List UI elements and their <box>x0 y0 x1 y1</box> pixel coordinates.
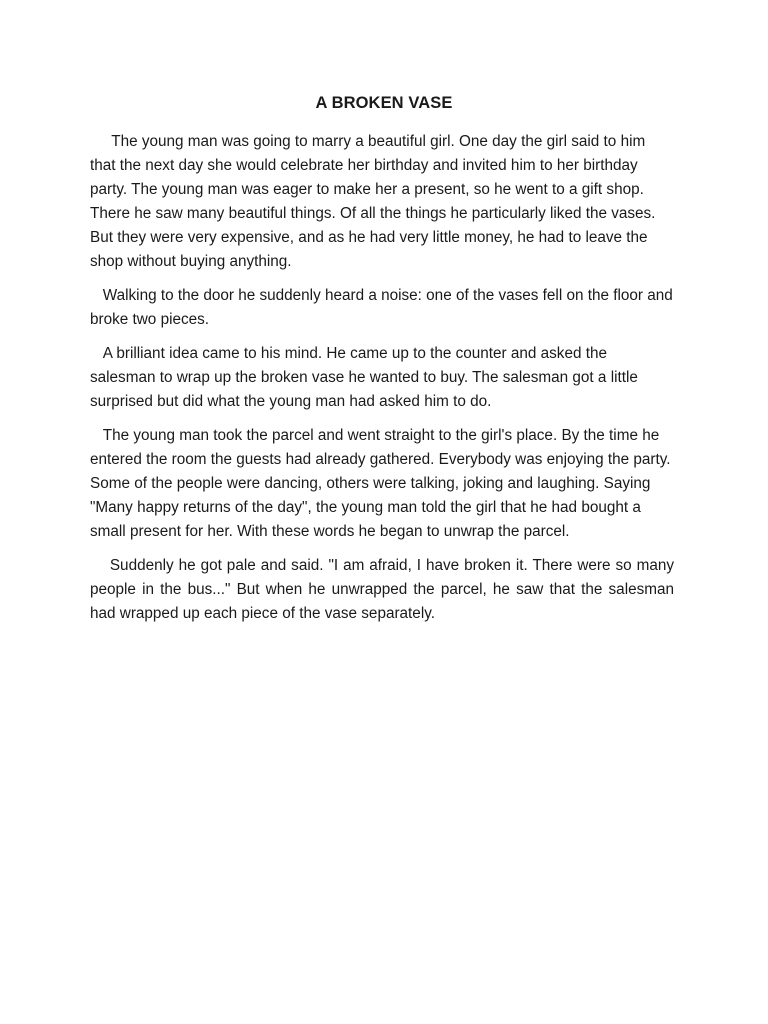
paragraph-1: The young man was going to marry a beautiful girl. One day the girl said to him that the next day she would celebrate her birthday and invited him to her birthday party. The young man was eager to make her a present, so he went to a gift shop. There he saw many beautiful things. Of all the things he particularly liked the vases. But they were very expensive, and as he had very little money, he had to leave the shop without buying anything. <box>90 133 660 270</box>
paragraph-4: The young man took the parcel and went straight to the girl's place. By the time he entered the room the guests had already gathered. Everybody was enjoying the party. Some of the people were dancing, others were talking, joking and laughing. Saying "Many happy returns of the day", the young man told the girl that he had bought a small present for her. With these words he began to unwrap the parcel. <box>90 427 675 540</box>
document-body <box>90 130 679 636</box>
paragraph-5: Suddenly he got pale and said. "I am afraid, I have broken it. There were so many people in the bus..." But when he unwrapped the parcel, he saw that the salesman had wrapped up each piece of the vase separately. <box>90 557 679 622</box>
paragraph-2: Walking to the door he suddenly heard a noise: one of the vases fell on the floor and broke two pieces. <box>90 287 678 328</box>
document-title: A BROKEN VASE <box>315 94 453 112</box>
paragraph-3: A brilliant idea came to his mind. He came up to the counter and asked the salesman to wrap up the broken vase he wanted to buy. The salesman got a little surprised but did what the young man had asked him to do. <box>90 345 643 410</box>
